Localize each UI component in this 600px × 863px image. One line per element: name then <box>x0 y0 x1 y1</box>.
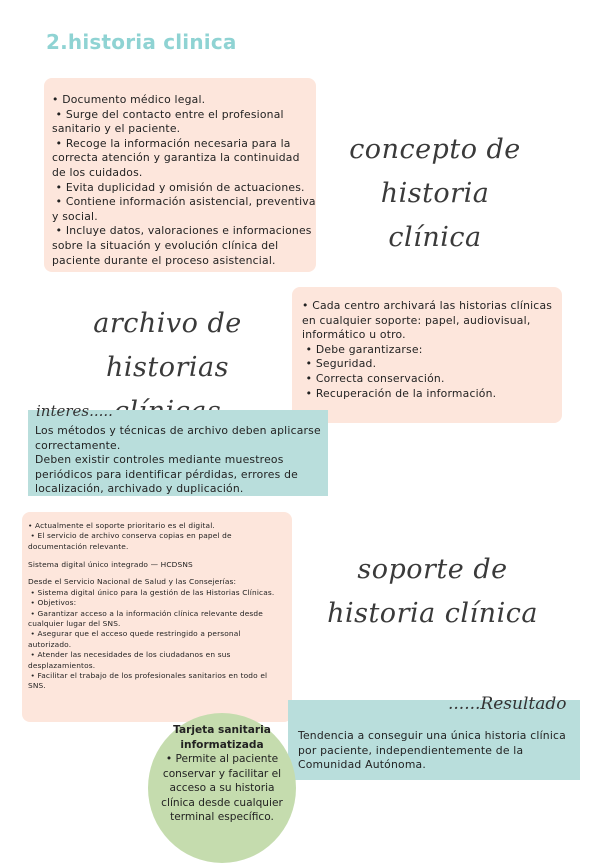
interes-line: localización, archivado y duplicación. <box>35 482 244 496</box>
concepto-bullet-line: • Evita duplicidad y omisión de actuaciones. <box>52 180 305 194</box>
resultado-text <box>298 729 574 773</box>
soporte-line: • El servicio de archivo conserva copias en papel de <box>28 531 232 541</box>
tarjeta-line: • Permite al paciente <box>165 753 279 765</box>
concepto-bullet-line: • Surge del contacto entre el profesional <box>52 107 284 121</box>
page-title: 2.historia clinica <box>46 30 237 54</box>
concepto-bullet-line: y social. <box>52 209 98 223</box>
soporte-heading-line1: soporte de <box>357 554 508 585</box>
tarjeta-circle <box>148 713 296 863</box>
interes-block <box>28 410 328 496</box>
interes-line: Los métodos y técnicas de archivo deben aplicarse <box>35 424 321 437</box>
tarjeta-title-line1: Tarjeta sanitaria <box>173 724 271 736</box>
soporte-line: • Asegurar que el acceso quede restringido a personal <box>28 629 241 639</box>
tarjeta-title <box>148 723 296 752</box>
concepto-bullet-line: sanitario y el paciente. <box>52 122 181 136</box>
concepto-bullet-line: paciente durante el proceso asistencial. <box>52 253 276 267</box>
soporte-line: autorizado. <box>28 639 72 649</box>
concepto-bullet-line: correcta atención y garantiza la continuidad <box>52 151 300 165</box>
concepto-bullet-line: • Documento médico legal. <box>52 93 206 106</box>
archivo-bullet-line: • Cada centro archivará las historias clínicas <box>302 299 553 312</box>
archivo-bullet-line: • Recuperación de la información. <box>302 386 497 400</box>
tarjeta-line: conservar y facilitar el <box>162 767 282 780</box>
soporte-heading <box>320 548 545 636</box>
soporte-line: • Atender las necesidades de los ciudadanos en sus <box>28 650 231 660</box>
interes-line: correctamente. <box>35 438 121 452</box>
tarjeta-line: clínica desde cualquier <box>161 796 283 809</box>
archivo-bullets <box>302 299 554 401</box>
archivo-bullet-line: • Debe garantizarse: <box>302 342 423 356</box>
concepto-bullet-line: • Incluye datos, valoraciones e informaciones <box>52 224 312 238</box>
soporte-line: Desde el Servicio Nacional de Salud y las Consejerías: <box>28 577 237 587</box>
concepto-bullet-line: sobre la situación y evolución clínica del <box>52 238 279 252</box>
interes-line: Deben existir controles mediante muestreos <box>35 453 284 467</box>
soporte-line <box>28 570 286 577</box>
soporte-heading-line2: historia clínica <box>327 598 538 629</box>
archivo-card <box>292 287 562 423</box>
archivo-bullet-line: informático u otro. <box>302 328 406 342</box>
soporte-text <box>28 521 286 692</box>
archivo-bullet-line: • Correcta conservación. <box>302 371 445 385</box>
tarjeta-text <box>148 752 296 825</box>
concepto-card <box>44 78 316 272</box>
concepto-bullet-line: • Contiene información asistencial, preventiva <box>52 195 316 209</box>
tarjeta-title-line2: informatizada <box>180 738 264 751</box>
tarjeta-line: acceso a su historia <box>169 782 275 794</box>
soporte-line: • Facilitar el trabajo de los profesionales sanitarios en todo el <box>28 671 268 681</box>
interes-text <box>35 424 322 497</box>
concepto-bullet-line: de los cuidados. <box>52 165 143 179</box>
archivo-heading-line1: archivo de <box>93 308 242 339</box>
tarjeta-line: terminal específico. <box>170 811 274 823</box>
soporte-line <box>28 552 286 559</box>
soporte-line: documentación relevante. <box>28 541 129 551</box>
soporte-line: desplazamientos. <box>28 660 96 670</box>
resultado-line: por paciente, independientemente de la <box>298 743 524 757</box>
concepto-bullet-line: • Recoge la información necesaria para la <box>52 136 291 150</box>
archivo-bullet-line: en cualquier soporte: papel, audiovisual, <box>302 313 531 327</box>
soporte-line: • Sistema digital único para la gestión de las Historias Clínicas. <box>28 587 275 597</box>
soporte-line: • Actualmente el soporte prioritario es el digital. <box>28 521 215 530</box>
soporte-line: Sistema digital único integrado — HCDSNS <box>28 559 193 569</box>
concepto-heading <box>330 128 540 260</box>
resultado-line: Tendencia a conseguir una única historia clínica <box>298 729 566 742</box>
soporte-line: • Objetivos: <box>28 598 77 608</box>
concepto-heading-line1: concepto de <box>349 134 521 165</box>
archivo-heading-line2: historias <box>106 352 229 383</box>
interes-label: interes..... <box>36 402 113 420</box>
archivo-bullet-line: • Seguridad. <box>302 357 377 371</box>
soporte-line: cualquier lugar del SNS. <box>28 619 121 629</box>
soporte-line: • Garantizar acceso a la información clínica relevante desde <box>28 608 263 618</box>
soporte-card <box>22 512 292 722</box>
resultado-line: Comunidad Autónoma. <box>298 758 426 772</box>
soporte-line: SNS. <box>28 681 46 691</box>
concepto-bullets <box>52 93 316 268</box>
resultado-label: ......Resultado <box>448 694 567 714</box>
interes-line: periódicos para identificar pérdidas, errores de <box>35 467 298 481</box>
concepto-heading-line2: historia clínica <box>380 178 490 253</box>
